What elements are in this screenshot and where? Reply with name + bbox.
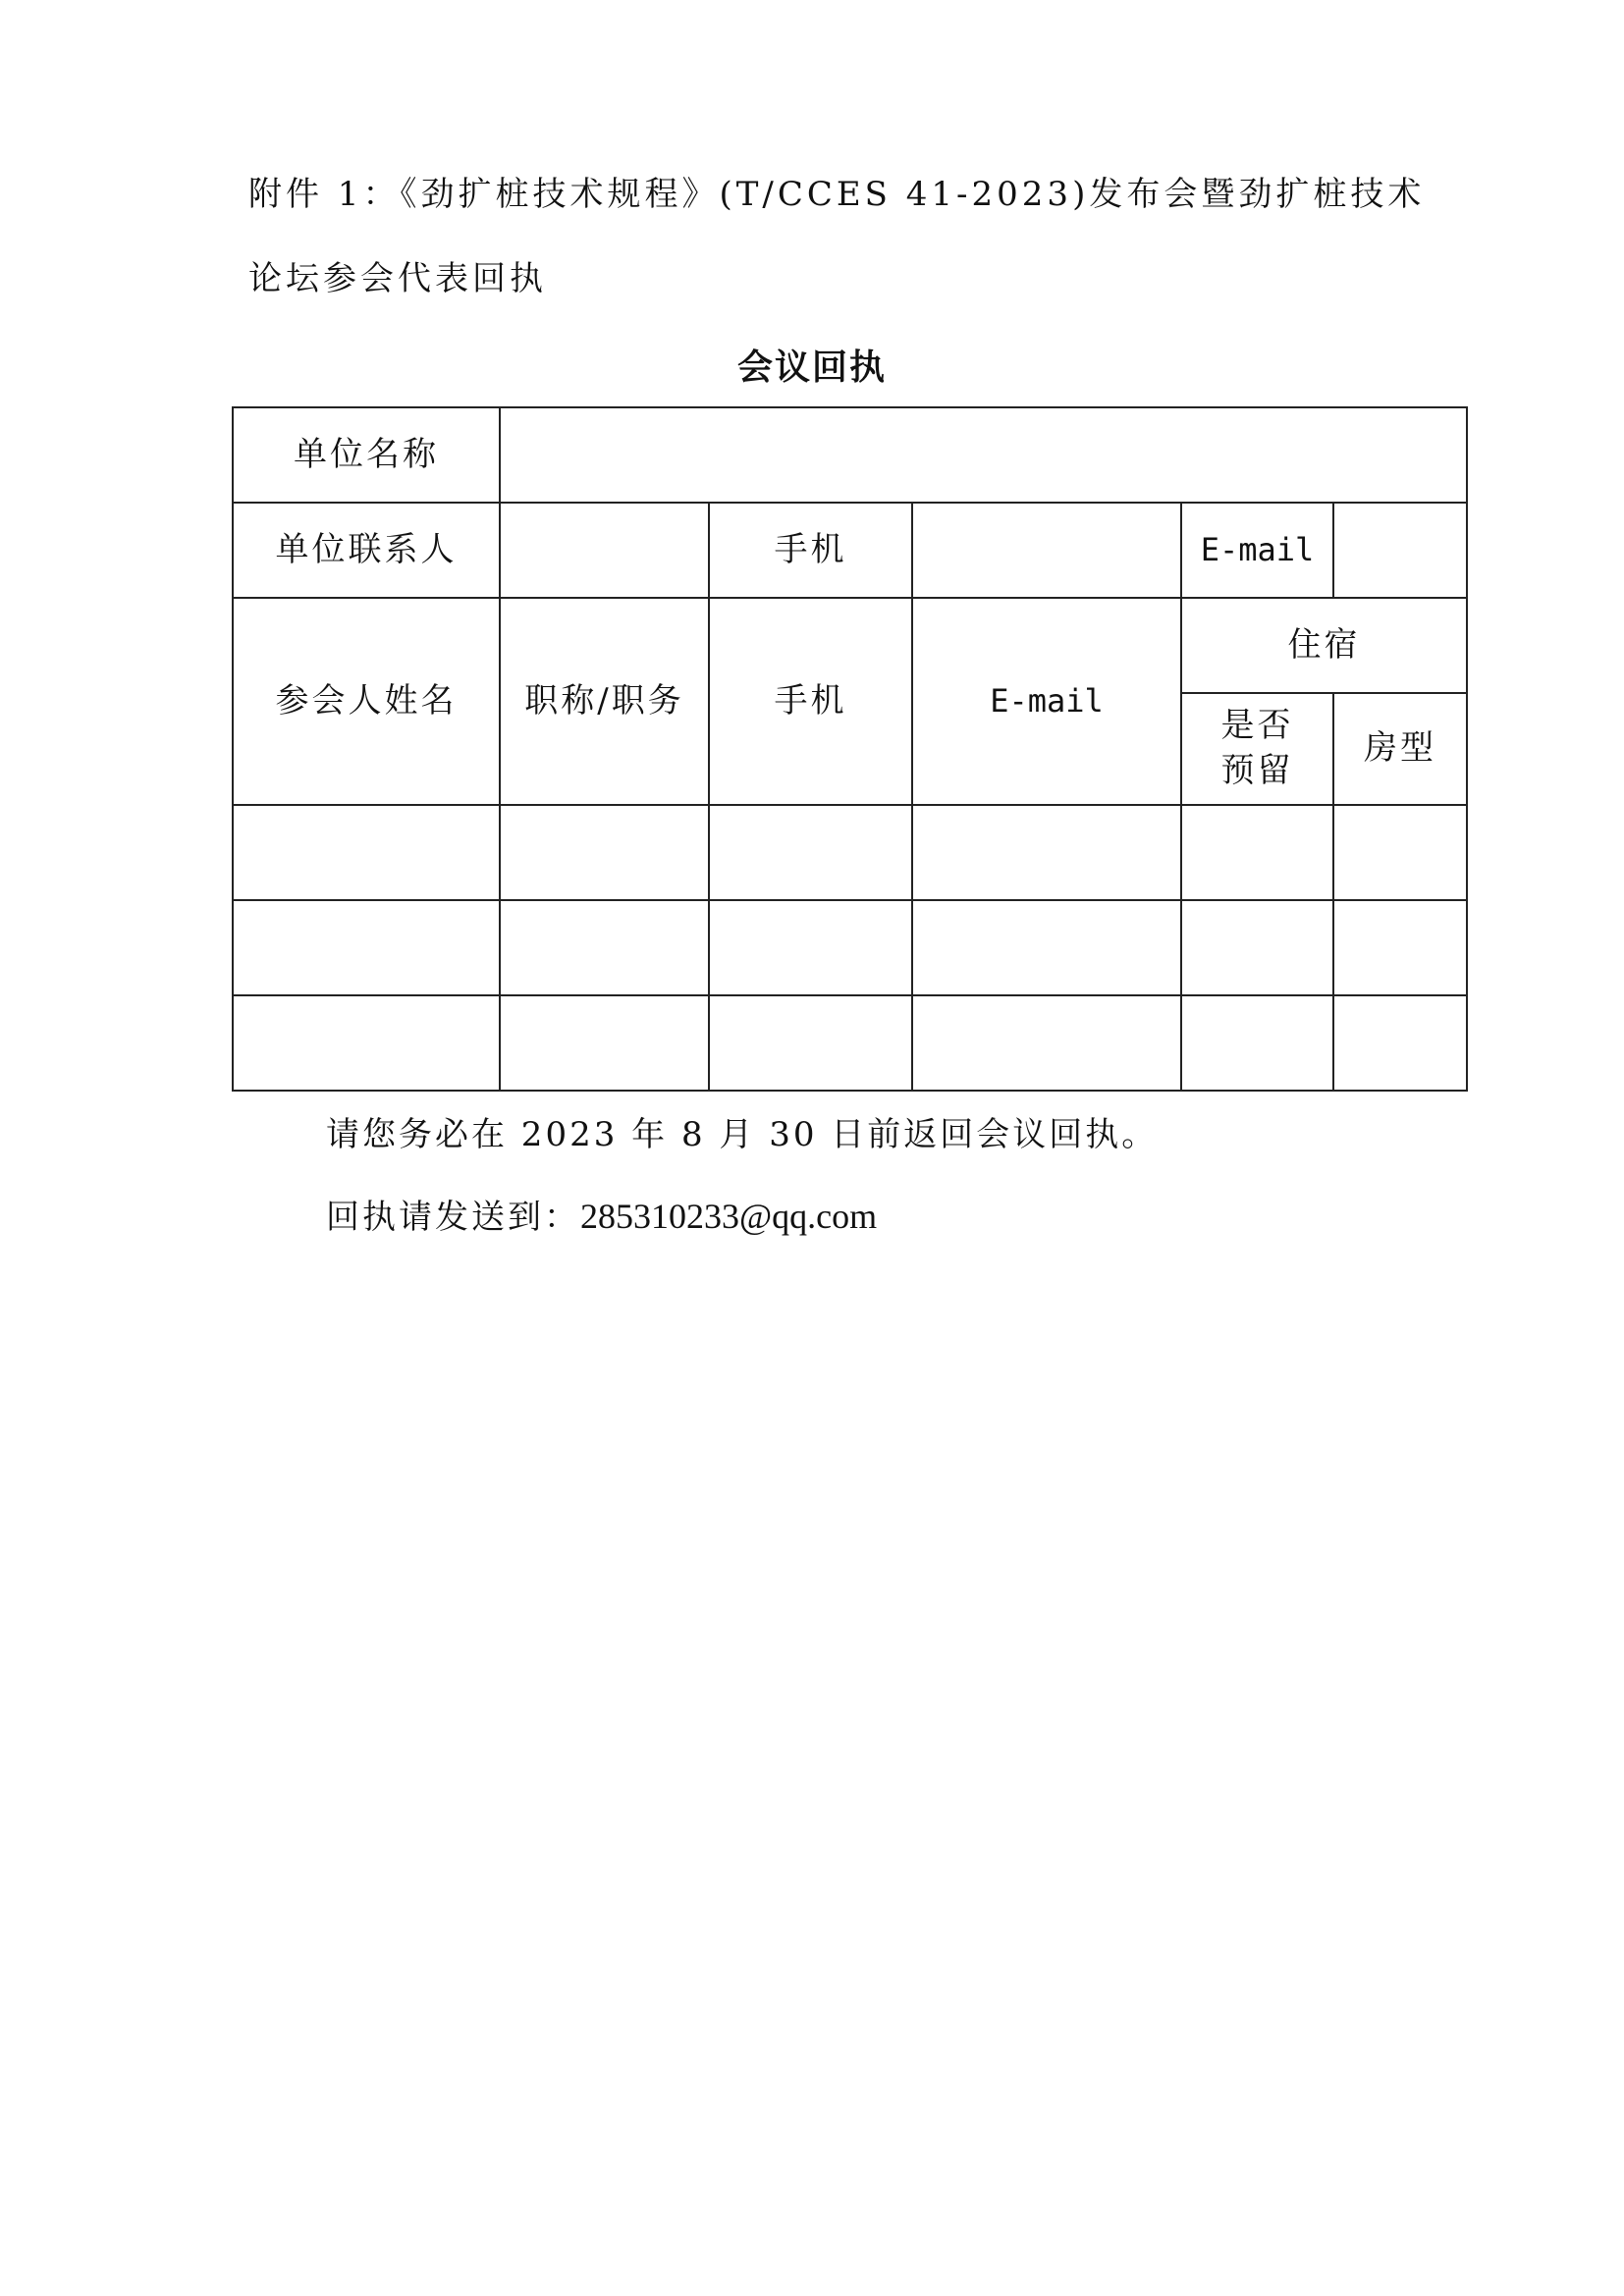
- attachment-heading-line-2: 论坛参会代表回执: [248, 259, 547, 298]
- org-name-label: 单位名称: [233, 407, 500, 503]
- reserve-label-line-2: 预留: [1220, 751, 1294, 790]
- reserve-label: [1181, 693, 1333, 805]
- send-to-prefix: 回执请发送到：: [326, 1198, 580, 1237]
- contact-email-field[interactable]: [1333, 503, 1467, 598]
- attendee-email-label: E-mail: [912, 598, 1181, 805]
- receipt-table: [232, 406, 1468, 1092]
- deadline-note: 请您务必在 2023 年 8 月 30 日前返回会议回执。: [326, 1115, 1159, 1154]
- attachment-heading-line-1: 附件 1：《劲扩桩技术规程》(T/CCES 41-2023)发布会暨劲扩桩技术: [248, 175, 1426, 214]
- phone-cell[interactable]: [709, 900, 912, 995]
- attendee-row: [233, 900, 1467, 995]
- contact-email-label: E-mail: [1181, 503, 1333, 598]
- email-cell[interactable]: [912, 805, 1181, 900]
- attendee-name-cell[interactable]: [233, 995, 500, 1091]
- reserve-cell[interactable]: [1181, 805, 1333, 900]
- attendee-row: [233, 805, 1467, 900]
- phone-cell[interactable]: [709, 805, 912, 900]
- position-label: 职称/职务: [500, 598, 709, 805]
- email-cell[interactable]: [912, 900, 1181, 995]
- attendee-name-label: 参会人姓名: [233, 598, 500, 805]
- send-to-email: 285310233@qq.com: [580, 1197, 878, 1236]
- reserve-label-line-1: 是否: [1220, 706, 1294, 746]
- phone-cell[interactable]: [709, 995, 912, 1091]
- reserve-cell[interactable]: [1181, 995, 1333, 1091]
- attendee-name-cell[interactable]: [233, 900, 500, 995]
- contact-phone-field[interactable]: [912, 503, 1181, 598]
- position-cell[interactable]: [500, 995, 709, 1091]
- room-type-cell[interactable]: [1333, 995, 1467, 1091]
- attendee-header-row: [233, 598, 1467, 693]
- form-title: 会议回执: [736, 347, 887, 388]
- org-name-field[interactable]: [500, 407, 1467, 503]
- email-cell[interactable]: [912, 995, 1181, 1091]
- attendee-row: [233, 995, 1467, 1091]
- room-type-cell[interactable]: [1333, 900, 1467, 995]
- contact-phone-label: 手机: [709, 503, 912, 598]
- contact-label: 单位联系人: [233, 503, 500, 598]
- reserve-cell[interactable]: [1181, 900, 1333, 995]
- contact-row: [233, 503, 1467, 598]
- contact-field[interactable]: [500, 503, 709, 598]
- org-name-row: [233, 407, 1467, 503]
- position-cell[interactable]: [500, 900, 709, 995]
- room-type-label: 房型: [1333, 693, 1467, 805]
- room-type-cell[interactable]: [1333, 805, 1467, 900]
- attendee-phone-label: 手机: [709, 598, 912, 805]
- send-to-note: [326, 1190, 877, 1238]
- position-cell[interactable]: [500, 805, 709, 900]
- attendee-name-cell[interactable]: [233, 805, 500, 900]
- lodging-label: 住宿: [1181, 598, 1467, 693]
